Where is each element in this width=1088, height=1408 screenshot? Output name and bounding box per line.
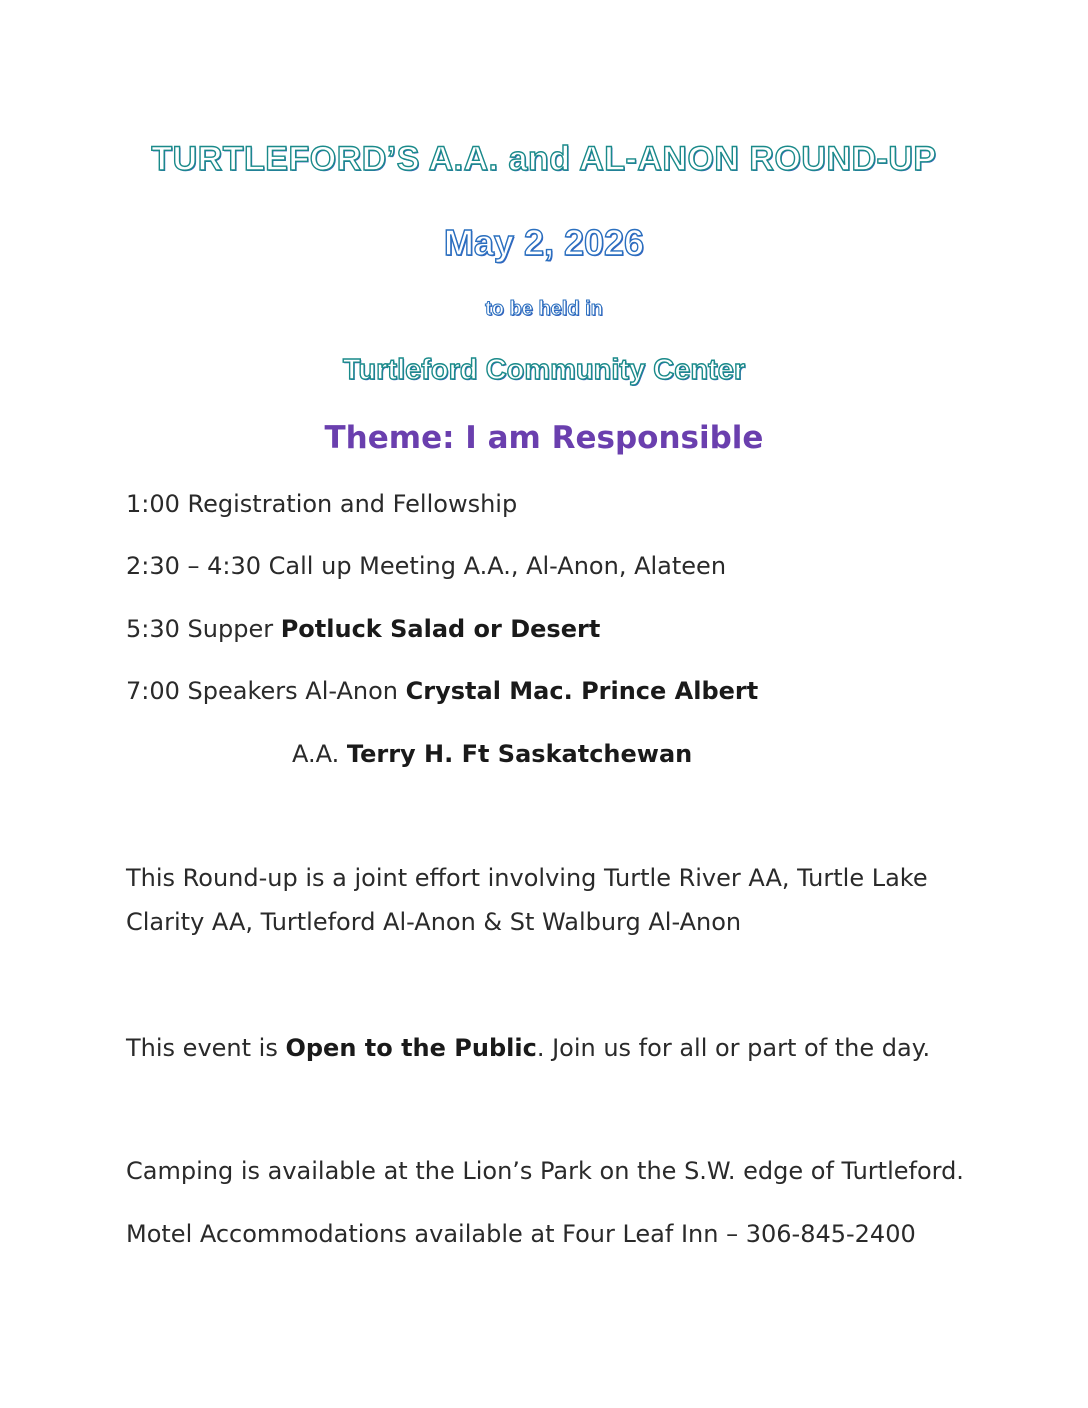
schedule-text: A.A. bbox=[292, 740, 347, 768]
venue-intro: to be held in bbox=[485, 298, 603, 320]
public-notice bbox=[126, 1034, 930, 1062]
joint-effort-line-2: Clarity AA, Turtleford Al-Anon & St Walburg Al-Anon bbox=[126, 908, 742, 936]
joint-effort-line-1: This Round-up is a joint effort involving Turtle River AA, Turtle Lake bbox=[126, 864, 928, 892]
schedule-text: 2:30 – 4:30 Call up Meeting A.A., Al-Anon, Alateen bbox=[126, 552, 727, 580]
schedule-item-meeting bbox=[126, 552, 726, 580]
venue-name: Turtleford Community Center bbox=[342, 354, 746, 386]
schedule-text: 1:00 Registration and Fellowship bbox=[126, 490, 518, 518]
schedule-item-registration bbox=[126, 490, 517, 518]
schedule-item-speakers bbox=[126, 677, 758, 705]
motel-info: Motel Accommodations available at Four Leaf Inn – 306-845-2400 bbox=[126, 1220, 916, 1248]
event-title: TURTLEFORD’S A.A. and AL-ANON ROUND-UP bbox=[151, 140, 937, 178]
event-date: May 2, 2026 bbox=[443, 222, 645, 263]
schedule-bold: Potluck Salad or Desert bbox=[280, 615, 601, 643]
event-theme: Theme: I am Responsible bbox=[324, 420, 764, 456]
public-bold: Open to the Public bbox=[285, 1034, 537, 1062]
public-post: . Join us for all or part of the day. bbox=[536, 1034, 931, 1062]
public-pre: This event is bbox=[126, 1034, 286, 1062]
schedule-text: 5:30 Supper bbox=[126, 615, 281, 643]
schedule-text: 7:00 Speakers Al-Anon bbox=[126, 677, 406, 705]
schedule-item-supper bbox=[126, 615, 600, 643]
schedule-item-aa-speaker bbox=[292, 740, 692, 768]
camping-info: Camping is available at the Lion’s Park on the S.W. edge of Turtleford. bbox=[126, 1157, 964, 1185]
schedule-bold: Terry H. Ft Saskatchewan bbox=[346, 740, 693, 768]
schedule-bold: Crystal Mac. Prince Albert bbox=[405, 677, 759, 705]
